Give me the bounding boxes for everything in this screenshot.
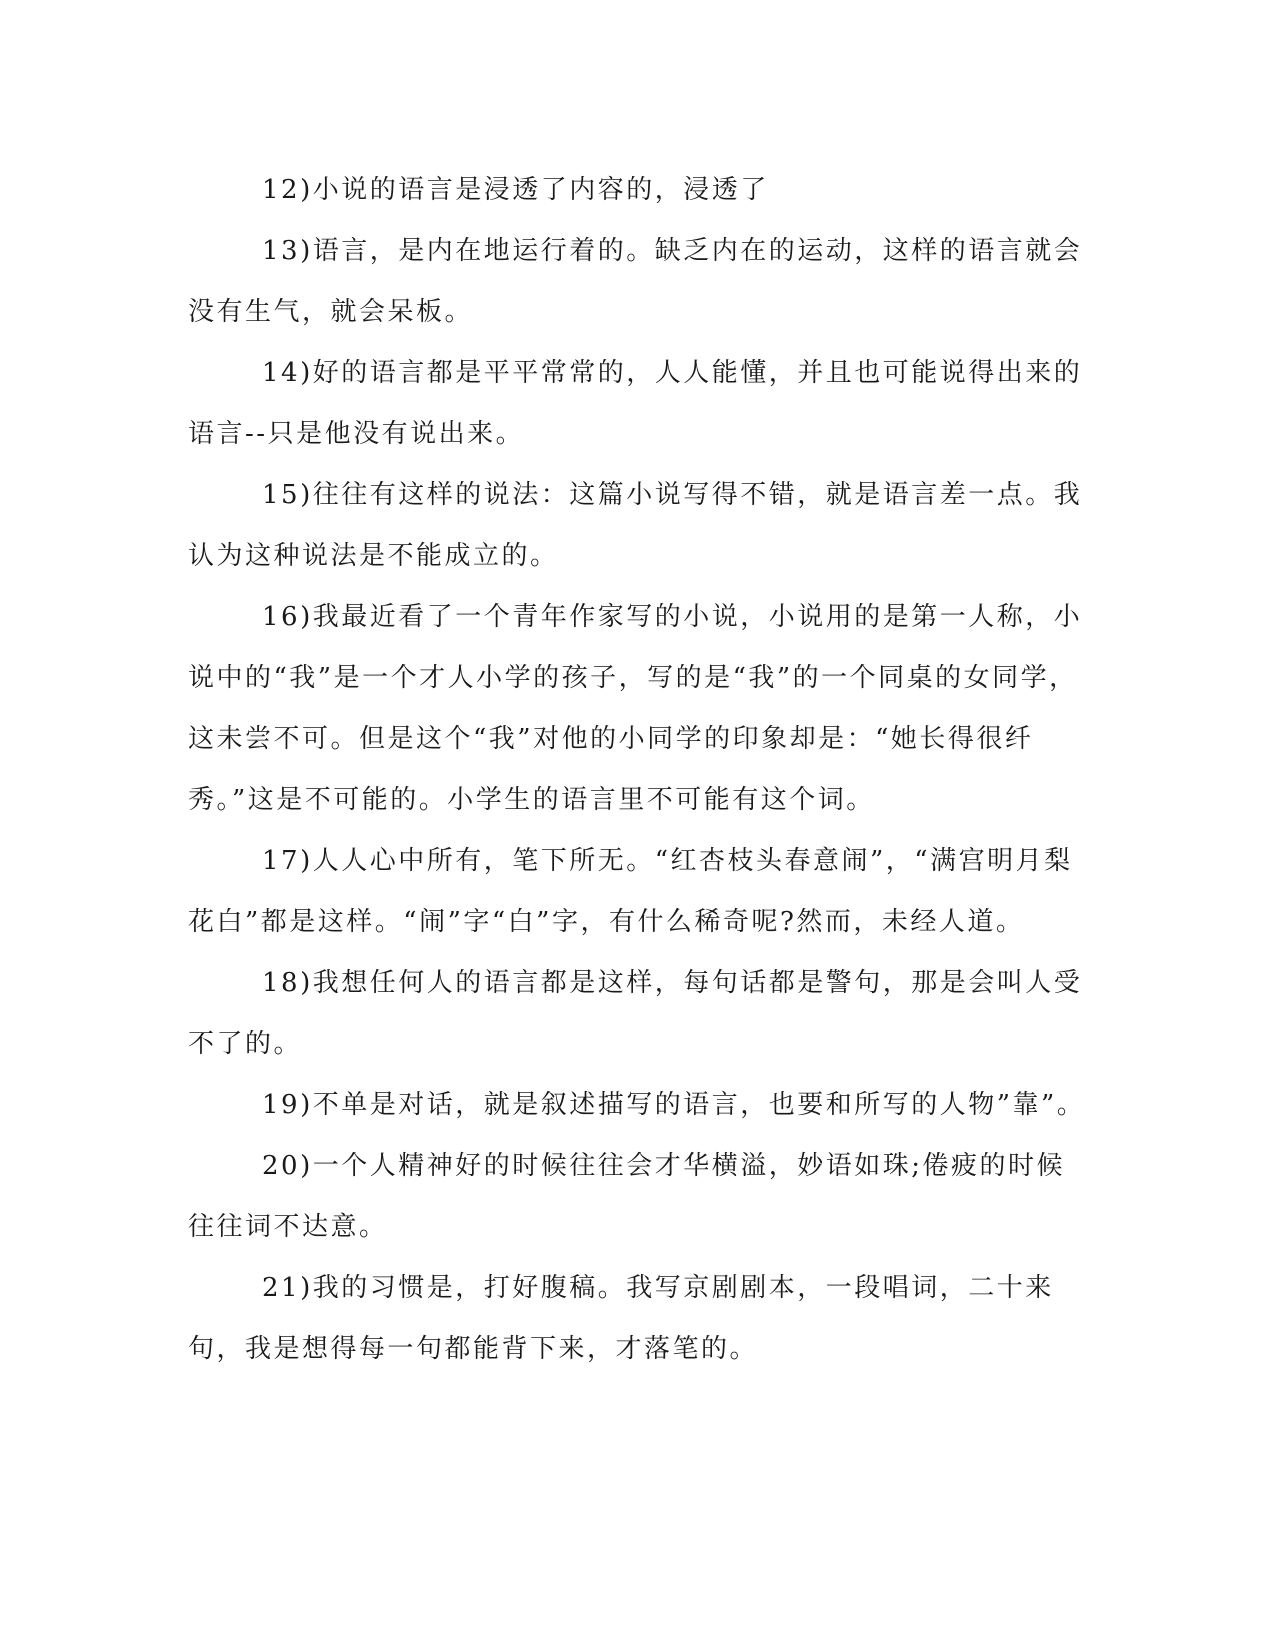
paragraph-13: 13)语言，是内在地运行着的。缺乏内在的运动，这样的语言就会没有生气，就会呆板。	[188, 236, 1083, 327]
paragraph-17: 17)人人心中所有，笔下所无。“红杏枝头春意闹”，“满宫明月梨花白”都是这样。“闹”字“白”字，有什么稀奇呢?然而，未经人道。	[188, 846, 1073, 937]
paragraph-19: 19)不单是对话，就是叙述描写的语言，也要和所写的人物”靠”。	[262, 1090, 1086, 1120]
document-body	[188, 160, 1088, 1380]
paragraph-14: 14)好的语言都是平平常常的，人人能懂，并且也可能说得出来的语言--只是他没有说出来。	[188, 358, 1083, 449]
paragraph-21: 21)我的习惯是，打好腹稿。我写京剧剧本，一段唱词，二十来句，我是想得每一句都能背下来，才落笔的。	[188, 1273, 1054, 1364]
paragraph-15: 15)往往有这样的说法：这篇小说写得不错，就是语言差一点。我认为这种说法是不能成立的。	[188, 480, 1083, 571]
paragraph-12: 12)小说的语言是浸透了内容的，浸透了	[262, 175, 769, 205]
paragraph-18: 18)我想任何人的语言都是这样，每句话都是警句，那是会叫人受不了的。	[188, 968, 1083, 1059]
paragraph-16: 16)我最近看了一个青年作家写的小说，小说用的是第一人称，小说中的“我”是一个才人小学的孩子，写的是“我”的一个同桌的女同学，这未尝不可。但是这个“我”对他的小同学的印象却是：“她长得很纤秀。”这是不可能的。小学生的语言里不可能有这个词。	[188, 602, 1083, 815]
paragraph-20: 20)一个人精神好的时候往往会才华横溢，妙语如珠;倦疲的时候往往词不达意。	[188, 1151, 1065, 1242]
